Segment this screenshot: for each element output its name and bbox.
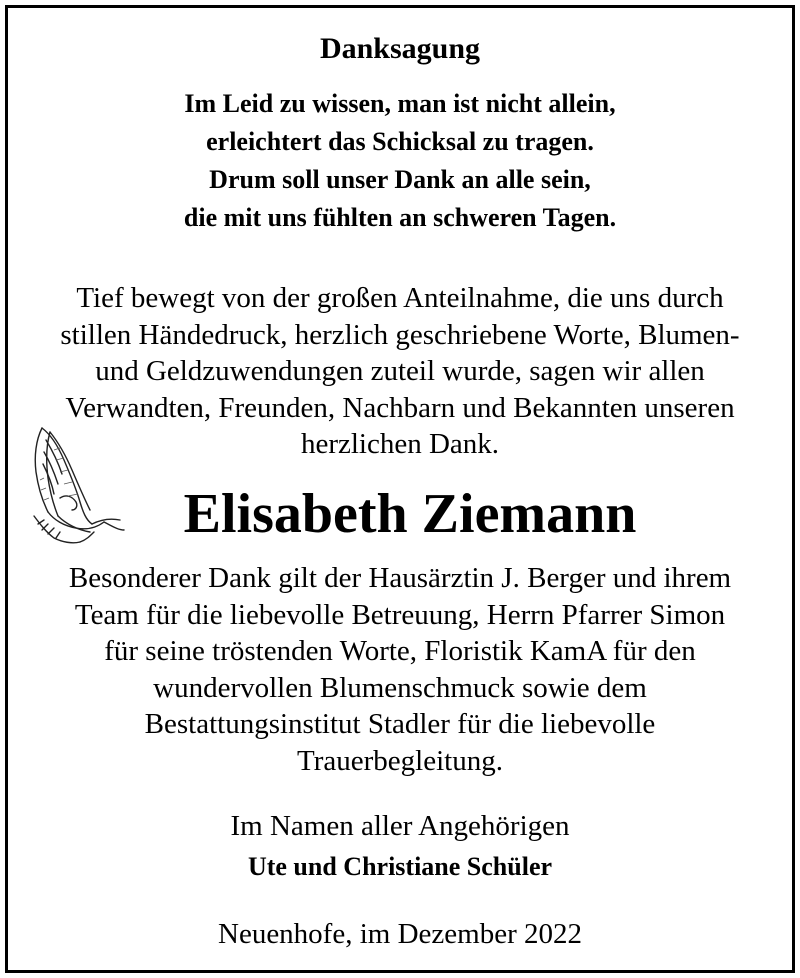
notice-heading: Danksagung <box>319 32 481 65</box>
paragraph-line: Verwandten, Freunden, Nachbarn und Bekannten unseren <box>65 391 735 424</box>
paragraph-line: Besonderer Dank gilt der Hausärztin J. Berger und ihrem <box>68 562 732 594</box>
poem-line: Drum soll unser Dank an alle sein, <box>209 165 591 194</box>
paragraph-line: stillen Händedruck, herzlich geschriebene Worte, Blumen- <box>60 318 740 351</box>
deceased-name: Elisabeth Ziemann <box>183 483 637 545</box>
paragraph-line: Tief bewegt von der großen Anteilnahme, die uns durch <box>76 282 724 314</box>
poem-line: erleichtert das Schicksal zu tragen. <box>206 127 594 156</box>
poem-line: Im Leid zu wissen, man ist nicht allein, <box>184 89 616 118</box>
signature-names: Ute und Christiane Schüler <box>247 852 553 881</box>
signature-intro: Im Namen aller Angehörigen <box>230 810 570 842</box>
poem <box>0 85 800 237</box>
paragraph-line: Team für die liebevolle Betreuung, Herrn Pfarrer Simon <box>74 598 726 631</box>
paragraph-line: Trauerbegleitung. <box>297 744 503 777</box>
paragraph-line: und Geldzuwendungen zuteil wurde, sagen wir allen <box>95 355 705 387</box>
special-thanks-paragraph <box>0 560 800 779</box>
praying-hands-icon <box>20 420 130 550</box>
paragraph-line: für seine tröstenden Worte, Floristik KamA für den <box>104 635 696 667</box>
place-date: Neuenhofe, im Dezember 2022 <box>218 918 582 950</box>
paragraph-line: herzlichen Dank. <box>300 428 500 460</box>
poem-line: die mit uns fühlten an schweren Tagen. <box>183 203 617 232</box>
paragraph-line: Bestattungsinstitut Stadler für die liebevolle <box>144 708 656 740</box>
paragraph-line: wundervollen Blumenschmuck sowie dem <box>153 671 647 704</box>
